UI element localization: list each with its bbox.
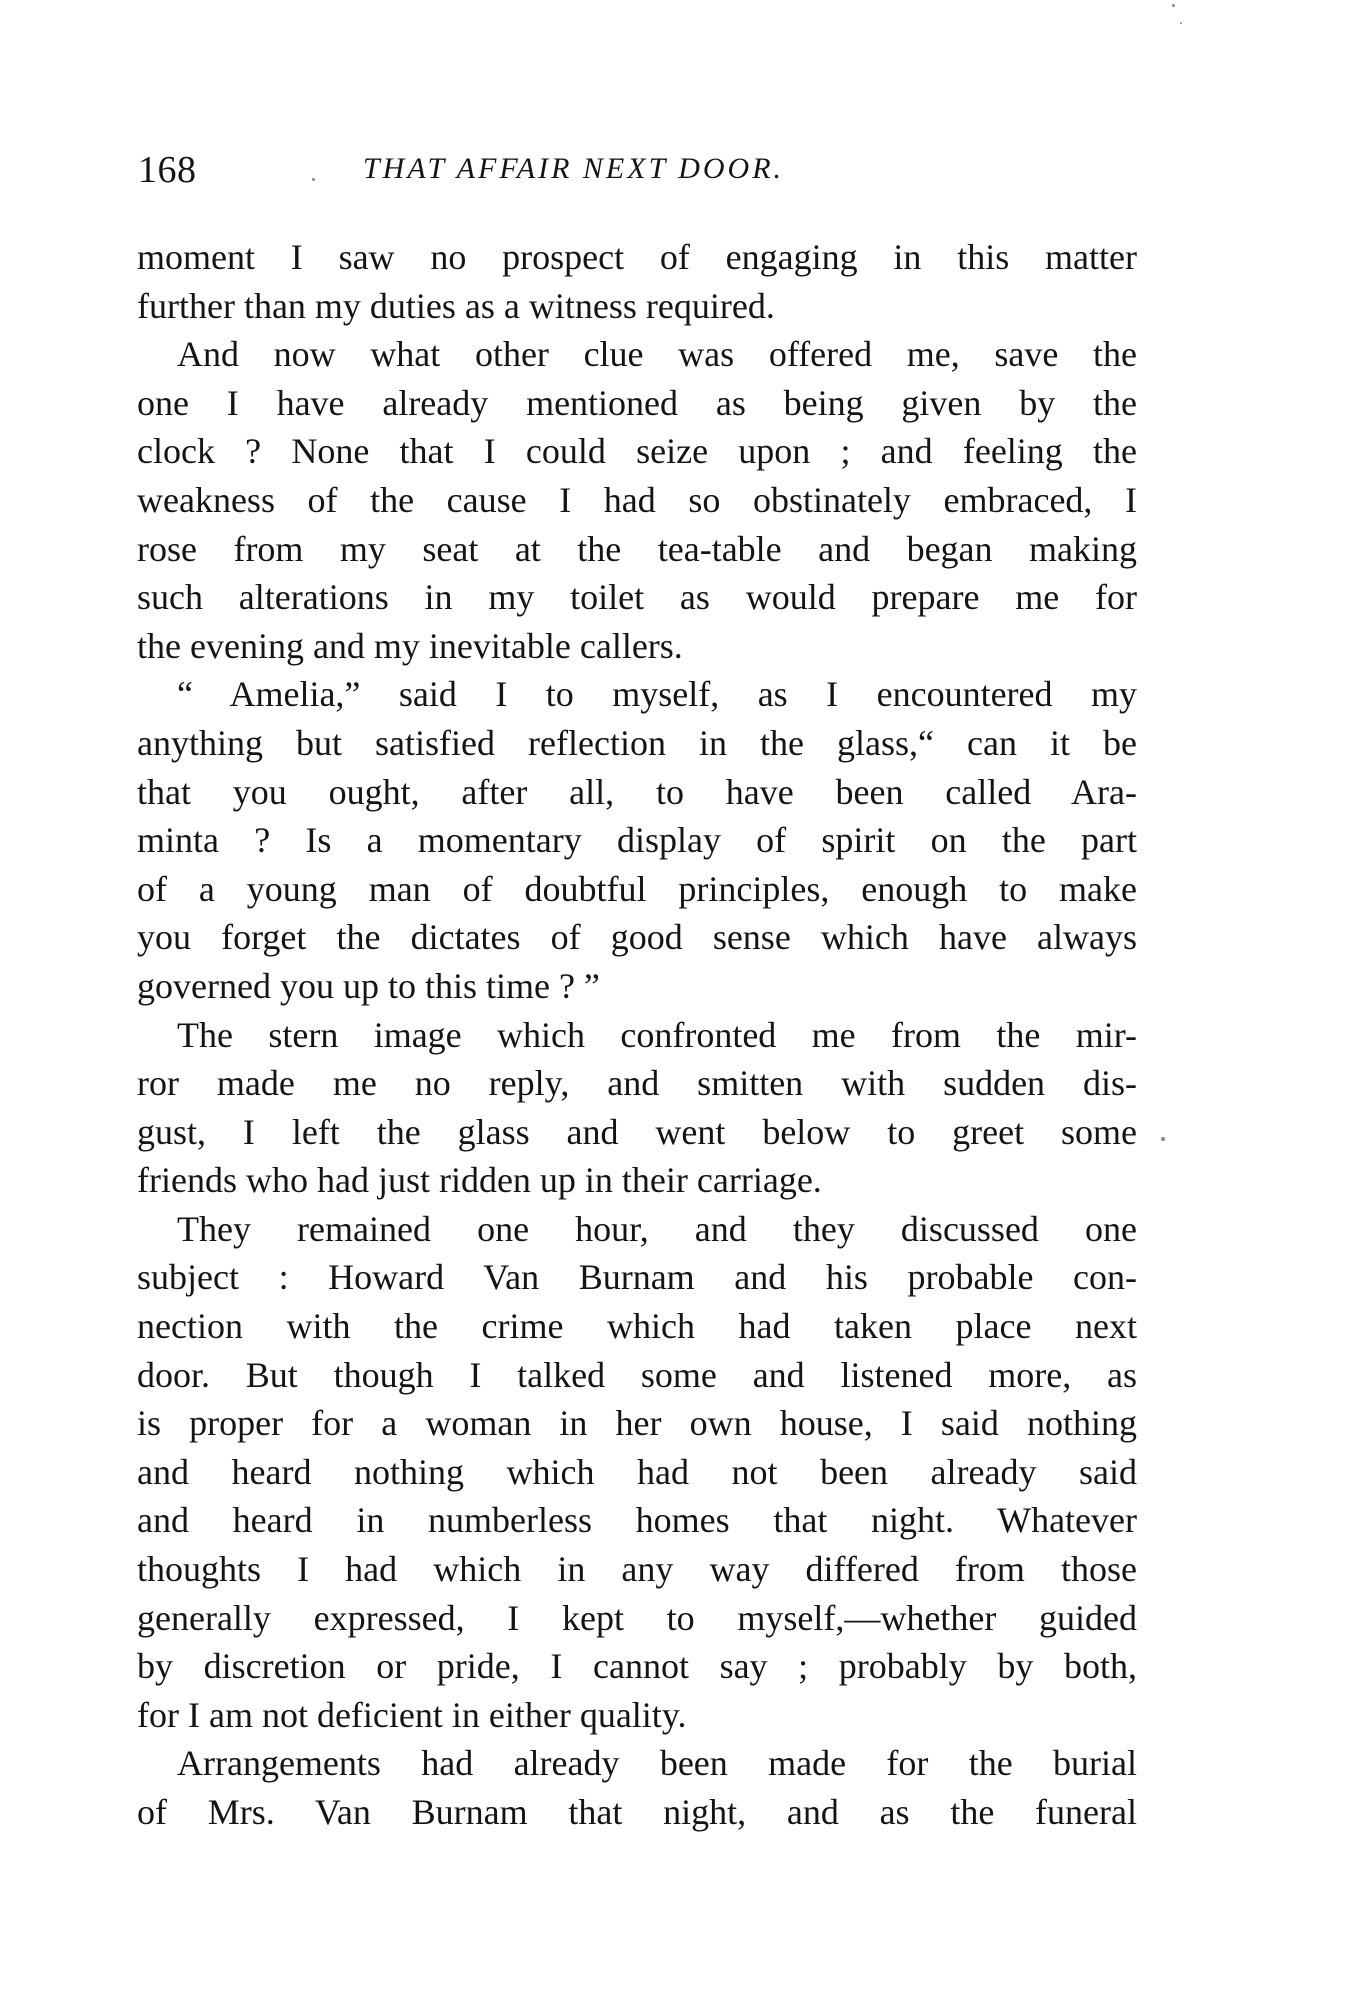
text-line: such alterations in my toilet as would prepare me for — [137, 577, 1137, 618]
running-head: THAT AFFAIR NEXT DOOR. — [363, 152, 785, 185]
text-line: governed you up to this time ? ” — [137, 965, 600, 1006]
text-line: by discretion or pride, I cannot say ; probably by both, — [137, 1646, 1137, 1687]
text-line: the evening and my inevitable callers. — [137, 625, 683, 666]
text-line: of Mrs. Van Burnam that night, and as the funeral — [137, 1792, 1137, 1832]
text-line: nection with the crime which had taken place next — [137, 1306, 1137, 1347]
text-line: weakness of the cause I had so obstinately embraced, I — [137, 479, 1137, 520]
text-line: Arrangements had already been made for the burial — [177, 1743, 1137, 1784]
text-line: They remained one hour, and they discussed one — [177, 1208, 1137, 1249]
text-line: and heard nothing which had not been already said — [137, 1451, 1137, 1492]
print-speck — [1161, 1137, 1165, 1141]
text-line: anything but satisfied reflection in the glass,“ can it be — [137, 722, 1137, 763]
body-text — [137, 233, 1137, 1837]
text-line: door. But though I talked some and listened more, as — [137, 1354, 1137, 1395]
text-line: friends who had just ridden up in their carriage. — [137, 1160, 822, 1201]
print-speck — [1180, 22, 1182, 24]
text-line: you forget the dictates of good sense which have always — [137, 917, 1137, 958]
text-line: And now what other clue was offered me, save the — [177, 334, 1137, 375]
text-line: and heard in numberless homes that night. Whatever — [137, 1500, 1137, 1541]
text-line: ror made me no reply, and smitten with sudden dis- — [137, 1063, 1137, 1104]
print-speck — [1172, 4, 1175, 7]
text-line: clock ? None that I could seize upon ; and feeling the — [137, 431, 1137, 472]
text-line: is proper for a woman in her own house, I said nothing — [137, 1403, 1137, 1444]
text-line: generally expressed, I kept to myself,—whether guided — [137, 1597, 1137, 1638]
text-line: rose from my seat at the tea-table and began making — [137, 528, 1137, 569]
text-line: subject : Howard Van Burnam and his probable con- — [137, 1257, 1137, 1298]
text-line: The stern image which confronted me from the mir- — [177, 1014, 1137, 1055]
text-line: for I am not deficient in either quality. — [137, 1694, 687, 1735]
text-line: one I have already mentioned as being given by the — [137, 382, 1137, 423]
text-line: minta ? Is a momentary display of spirit on the part — [137, 820, 1137, 861]
text-line: “ Amelia,” said I to myself, as I encountered my — [177, 674, 1137, 715]
print-speck — [312, 178, 315, 181]
text-line: further than my duties as a witness required. — [137, 285, 775, 326]
text-line: gust, I left the glass and went below to greet some — [137, 1111, 1137, 1152]
page-number: 168 — [138, 149, 197, 191]
page-header — [138, 148, 1138, 208]
text-line: of a young man of doubtful principles, enough to make — [137, 868, 1137, 909]
text-line: thoughts I had which in any way differed from those — [137, 1549, 1137, 1590]
text-line: that you ought, after all, to have been called Ara- — [137, 771, 1137, 812]
text-line: moment I saw no prospect of engaging in this matter — [137, 237, 1137, 277]
